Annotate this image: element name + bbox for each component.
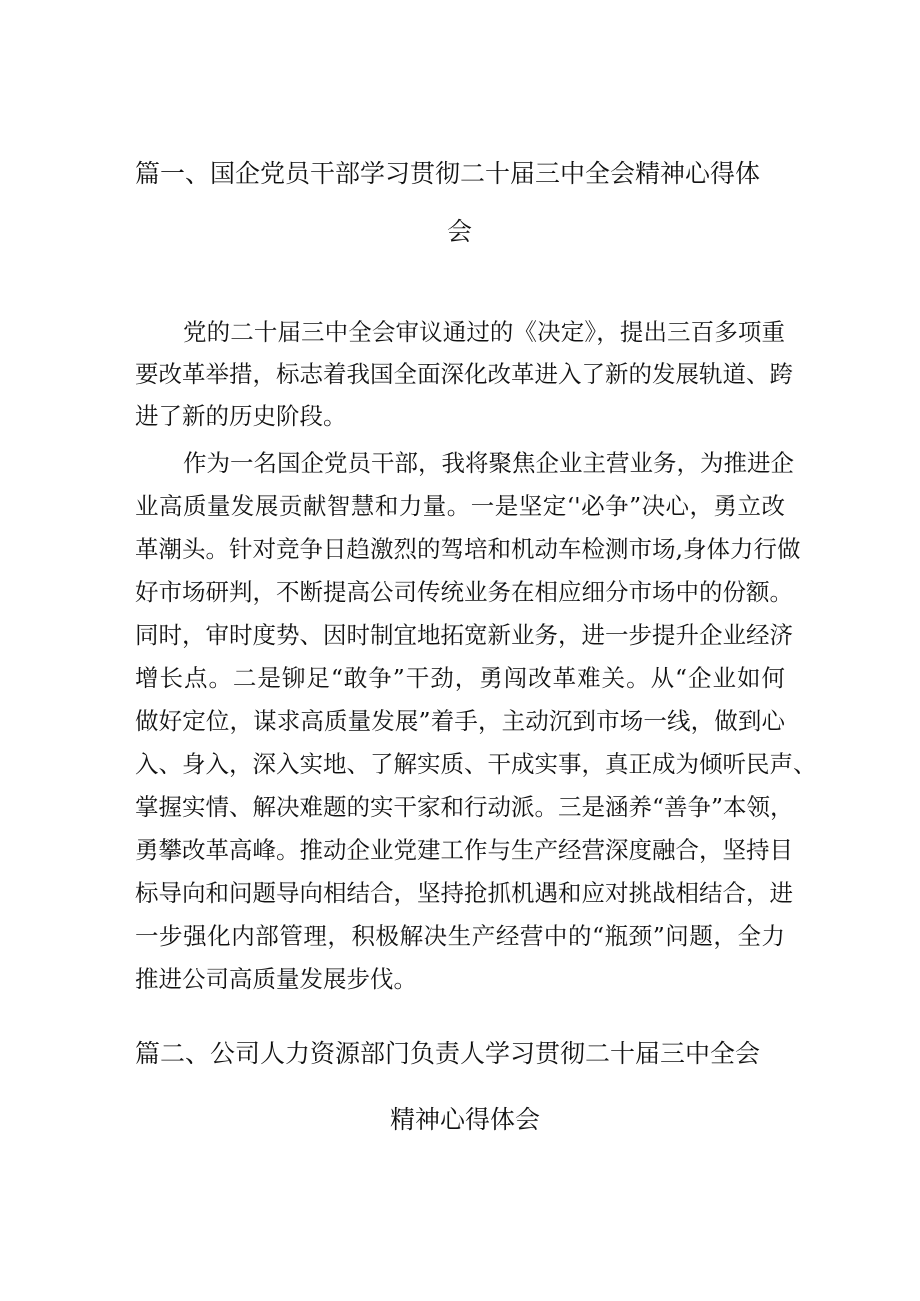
paragraph2-line2: 业高质量发展贡献智慧和力量。一是坚定‘'必争”决心，勇立改	[135, 492, 785, 520]
section2-title-line2: 精神心得体会	[390, 1105, 541, 1134]
paragraph2-line6: 增长点。二是铆足“敢争”干劲，勇闯改革难关。从“企业如何	[135, 664, 785, 692]
paragraph2-line7: 做好定位，谋求高质量发展”着手，主动沉到市场一线，做到心	[135, 707, 785, 735]
paragraph2-line13: 推进公司高质量发展步伐。	[135, 965, 417, 993]
paragraph2-line5: 同时，审时度势、因时制宜地拓宽新业务，进一步提升企业经济	[135, 621, 793, 649]
paragraph2-line1: 作为一名国企党员干部，我将聚焦企业主营业务，为推进企	[183, 449, 794, 477]
paragraph2-line11: 标导向和问题导向相结合，坚持抢抓机遇和应对挑战相结合，进	[135, 879, 793, 907]
paragraph2-line4: 好市场研判，不断提高公司传统业务在相应细分市场中的份额。	[135, 578, 793, 606]
paragraph1-line2: 要改革举措，标志着我国全面深化改革进入了新的发展轨道、跨	[135, 360, 793, 388]
paragraph2-line9: 掌握实情、解决难题的实干家和行动派。三是涵养“善争”本领，	[135, 793, 794, 821]
section1-title-line2: 会	[447, 217, 473, 246]
paragraph2-line10: 勇攀改革高峰。推动企业党建工作与生产经营深度融合，坚持目	[135, 836, 793, 864]
paragraph2-line12: 一步强化内部管理，积极解决生产经营中的“瓶颈”问题，全力	[135, 922, 785, 950]
section1-title-line1: 篇一、国企党员干部学习贯彻二十届三中全会精神心得体	[135, 159, 761, 188]
paragraph1-line3: 进了新的历史阶段。	[135, 402, 347, 430]
paragraph1-line1: 党的二十届三中全会审议通过的《决定》，提出三百多项重	[183, 318, 785, 346]
paragraph2-line8: 入、身入，深入实地、了解实质、干成实事，真正成为倾听民声、	[135, 750, 817, 778]
section2-title-line1: 篇二、公司人力资源部门负责人学习贯彻二十届三中全会	[135, 1039, 761, 1068]
paragraph2-line3: 革潮头。针对竞争日趋激烈的驾培和机动车检测市场,身体力行做	[135, 535, 801, 563]
